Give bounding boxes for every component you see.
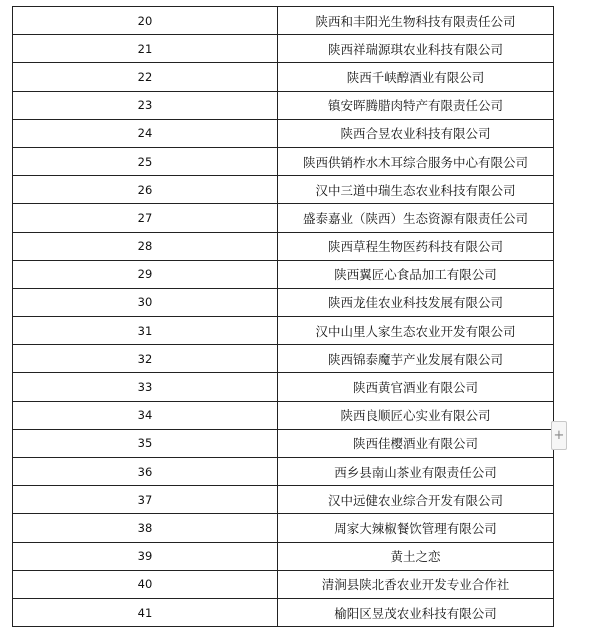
company-name-cell: 陕西和丰阳光生物科技有限责任公司	[278, 7, 554, 35]
table-row	[13, 317, 554, 345]
company-name-cell: 汉中远健农业综合开发有限公司	[278, 486, 554, 514]
row-number-cell: 22	[13, 63, 278, 91]
row-number-cell: 31	[13, 317, 278, 345]
row-number-cell: 25	[13, 147, 278, 175]
company-name-cell: 汉中三道中瑞生态农业科技有限公司	[278, 176, 554, 204]
company-table-body	[13, 7, 554, 627]
row-number-cell: 38	[13, 514, 278, 542]
company-name-cell: 陕西供销柞水木耳综合服务中心有限公司	[278, 147, 554, 175]
row-number-cell: 33	[13, 373, 278, 401]
company-name-cell: 黄土之恋	[278, 542, 554, 570]
row-number-cell: 21	[13, 35, 278, 63]
row-number-cell: 41	[13, 598, 278, 626]
table-row	[13, 598, 554, 626]
expand-plus-button[interactable]: +	[551, 421, 567, 450]
table-row	[13, 486, 554, 514]
row-number-cell: 30	[13, 288, 278, 316]
company-name-cell: 陕西合昱农业科技有限公司	[278, 119, 554, 147]
company-name-cell: 汉中山里人家生态农业开发有限公司	[278, 317, 554, 345]
table-row	[13, 147, 554, 175]
company-name-cell: 陕西黄官酒业有限公司	[278, 373, 554, 401]
row-number-cell: 35	[13, 429, 278, 457]
company-name-cell: 周家大辣椒餐饮管理有限公司	[278, 514, 554, 542]
row-number-cell: 36	[13, 458, 278, 486]
company-name-cell: 榆阳区昱茂农业科技有限公司	[278, 598, 554, 626]
row-number-cell: 40	[13, 570, 278, 598]
company-name-cell: 镇安晖腾腊肉特产有限责任公司	[278, 91, 554, 119]
row-number-cell: 39	[13, 542, 278, 570]
company-name-cell: 陕西佳樱酒业有限公司	[278, 429, 554, 457]
table-row	[13, 373, 554, 401]
table-row	[13, 63, 554, 91]
table-row	[13, 119, 554, 147]
row-number-cell: 20	[13, 7, 278, 35]
row-number-cell: 27	[13, 204, 278, 232]
row-number-cell: 28	[13, 232, 278, 260]
table-row	[13, 91, 554, 119]
row-number-cell: 26	[13, 176, 278, 204]
table-row	[13, 204, 554, 232]
company-name-cell: 盛泰嘉业（陕西）生态资源有限责任公司	[278, 204, 554, 232]
company-name-cell: 陕西锦泰魔芋产业发展有限公司	[278, 345, 554, 373]
row-number-cell: 34	[13, 401, 278, 429]
table-row	[13, 345, 554, 373]
table-row	[13, 35, 554, 63]
company-name-cell: 陕西草程生物医药科技有限公司	[278, 232, 554, 260]
table-row	[13, 458, 554, 486]
company-name-cell: 清涧县陕北香农业开发专业合作社	[278, 570, 554, 598]
table-row	[13, 401, 554, 429]
table-row	[13, 429, 554, 457]
table-row	[13, 514, 554, 542]
company-name-cell: 陕西祥瑞源琪农业科技有限公司	[278, 35, 554, 63]
company-table	[12, 6, 554, 627]
row-number-cell: 29	[13, 260, 278, 288]
company-name-cell: 陕西龙佳农业科技发展有限公司	[278, 288, 554, 316]
table-row	[13, 232, 554, 260]
row-number-cell: 37	[13, 486, 278, 514]
table-row	[13, 288, 554, 316]
table-row	[13, 260, 554, 288]
table-row	[13, 7, 554, 35]
table-row	[13, 570, 554, 598]
company-name-cell: 西乡县南山茶业有限责任公司	[278, 458, 554, 486]
company-name-cell: 陕西良顺匠心实业有限公司	[278, 401, 554, 429]
row-number-cell: 24	[13, 119, 278, 147]
company-name-cell: 陕西千峡醇酒业有限公司	[278, 63, 554, 91]
row-number-cell: 32	[13, 345, 278, 373]
table-row	[13, 176, 554, 204]
row-number-cell: 23	[13, 91, 278, 119]
table-row	[13, 542, 554, 570]
company-name-cell: 陕西翼匠心食品加工有限公司	[278, 260, 554, 288]
